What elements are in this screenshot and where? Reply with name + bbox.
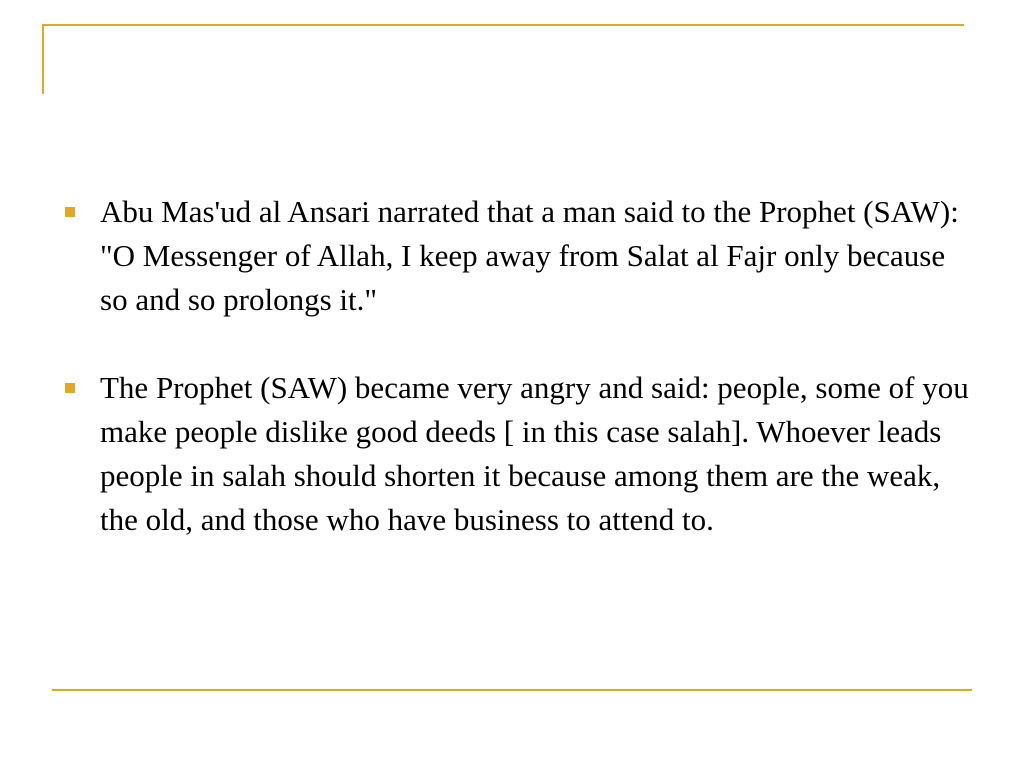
bullet-text: Abu Mas'ud al Ansari narrated that a man said to the Prophet (SAW): "O Messenger of Allah, I keep away from Salat al Fajr only because so and so prolongs it." (100, 194, 959, 317)
square-bullet-icon (65, 207, 75, 217)
bottom-accent-line (52, 689, 972, 691)
square-bullet-icon (65, 383, 75, 393)
slide-content (62, 190, 972, 542)
bullet-item (62, 190, 972, 322)
bullet-text: The Prophet (SAW) became very angry and said: people, some of you make people dislike good deeds [ in this case salah]. Whoever leads people in salah should shorten it because among them are the weak, the old, and those who have business to attend to. (100, 370, 969, 537)
left-accent-line (42, 24, 44, 94)
top-accent-line (42, 24, 964, 26)
bullet-item (62, 366, 972, 542)
